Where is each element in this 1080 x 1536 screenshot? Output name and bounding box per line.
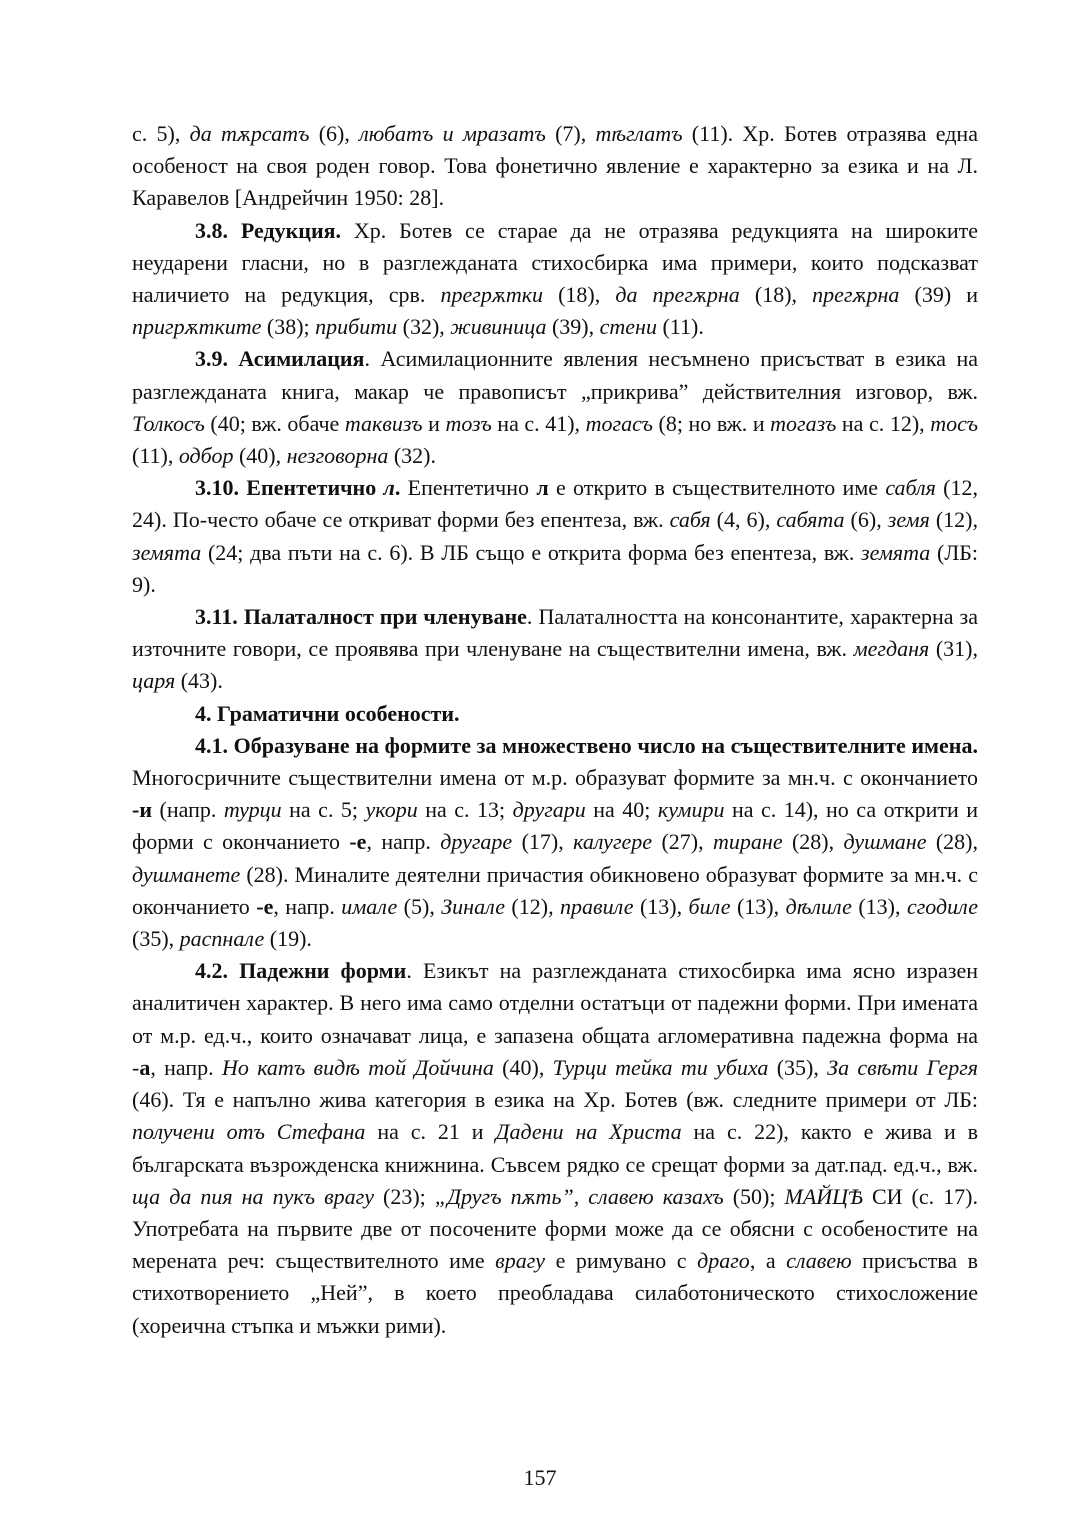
emphasis-run: 3.8. Редукция. xyxy=(195,217,342,243)
text-run: (40; вж. обаче xyxy=(204,410,345,436)
emphasis-run: сабля xyxy=(885,475,936,501)
emphasis-run: да прегѫрна xyxy=(615,282,740,308)
emphasis-run: прегѫрна xyxy=(812,282,900,308)
emphasis-run: „Другъ пѫть”, славею казахъ xyxy=(434,1183,724,1209)
emphasis-run: другаре xyxy=(440,829,513,855)
emphasis-run: л xyxy=(383,475,395,501)
text-run: е римувано с xyxy=(545,1248,698,1274)
text-run: (12), xyxy=(504,893,561,919)
emphasis-run: калугере xyxy=(573,829,653,855)
text-run: (28), xyxy=(782,829,844,855)
text-run: (17), xyxy=(512,829,574,855)
text-run: (5), xyxy=(397,893,442,919)
emphasis-run: ща да пия на пукъ врагу xyxy=(132,1183,374,1209)
para-3-9-assimilation xyxy=(132,343,978,472)
emphasis-run: 4. Граматични особености. xyxy=(195,700,460,726)
emphasis-run: тогасъ xyxy=(585,410,653,436)
text-run: (43). xyxy=(175,668,223,694)
emphasis-run: да тѫрсатъ xyxy=(189,121,310,146)
text-run: (13), xyxy=(730,893,786,919)
emphasis-run: Дадени на Христа xyxy=(495,1119,682,1145)
emphasis-run: драго xyxy=(697,1248,750,1274)
text-run: (40), xyxy=(233,443,287,469)
page-number: 157 xyxy=(523,1465,557,1490)
emphasis-run: прегрѫтки xyxy=(440,282,543,308)
text-run: . Езикът на разглежданата стихосбирка има ясно изразен аналитичен характер. В него има само отделни остатъци от падежни форми. При имената от м.р. ед.ч., които означават лица, е запазена общата агломеративна падежна форма на - xyxy=(132,958,978,1080)
emphasis-run: врагу xyxy=(495,1248,546,1274)
emphasis-run: таквизъ xyxy=(344,410,423,436)
emphasis-run: славею xyxy=(786,1248,852,1274)
emphasis-run: Турци тейка ти убиха xyxy=(552,1054,769,1080)
text-run: на с. 14), но са открити и форми с окончанието xyxy=(132,797,979,855)
emphasis-run: 3.10. Епентетично xyxy=(195,475,384,501)
emphasis-run: сгодиле xyxy=(906,893,979,919)
emphasis-run: укори xyxy=(365,797,418,823)
text-run: Хр. Ботев се старае да не отразява редукцията на широките неударени гласни, но в разглежданата стихосбирка има примери, които подсказват наличието на редукция, срв. xyxy=(132,217,978,308)
text-run: (12, 24). По-често обаче се откриват форми без епентеза, вж. xyxy=(132,475,978,533)
text-run: (6), xyxy=(844,507,888,533)
emphasis-run: правиле xyxy=(560,893,634,919)
emphasis-run: тиране xyxy=(713,829,783,855)
emphasis-run: л xyxy=(536,475,549,501)
text-run: (18), xyxy=(739,282,813,308)
emphasis-run: одбор xyxy=(178,443,234,469)
emphasis-run: сабя xyxy=(669,507,711,533)
emphasis-run: дѣлиле xyxy=(785,893,852,919)
text-run: (50); xyxy=(723,1183,785,1209)
text-run: (28), xyxy=(926,829,979,855)
text-run: на с. 5; xyxy=(281,797,366,823)
text-run: СИ (с. 17). Употребата на първите две от посочените форми може да се обясни с особеностите на мерената реч: съществителното име xyxy=(132,1183,979,1274)
text-run: (40), xyxy=(493,1054,553,1080)
para-3-11-palatality xyxy=(132,601,978,698)
emphasis-run: Толкосъ xyxy=(132,410,205,436)
emphasis-run: 3.9. Асимилация xyxy=(195,346,365,372)
emphasis-run: За свѣти Гергя xyxy=(827,1054,979,1080)
emphasis-run: получени отъ Стефана xyxy=(132,1119,366,1145)
para-3-10-epenthetic-l xyxy=(132,472,978,601)
emphasis-run: душмане xyxy=(843,829,927,855)
emphasis-run: 4.2. Падежни форми xyxy=(195,958,407,984)
text-run: на с. 22), както е жива и в българската възрожденска книжнина. Съвсем рядко се срещат форми за дат.пад. ед.ч., вж. xyxy=(132,1119,979,1177)
text-run: на с. 12), xyxy=(836,410,931,436)
text-run: (32), xyxy=(397,314,451,340)
text-run: (11). Хр. Ботев отразява една особеност на своя роден говор. Това фонетично явление е характерно за езика и на Л. Каравелов [Андрейчин 1950: 28]. xyxy=(132,121,978,211)
emphasis-run: пригрѫтките xyxy=(132,314,262,340)
emphasis-run: -и xyxy=(132,797,153,823)
emphasis-run: незговорна xyxy=(286,443,389,469)
para-4-1-plural-forms xyxy=(132,730,978,955)
emphasis-run: кумири xyxy=(657,797,725,823)
emphasis-run: тогазъ xyxy=(770,410,837,436)
text-run: е открито в съществителното име xyxy=(548,475,886,501)
text-run: . Асимилационните явления несъмнено присъстват в езика на разглежданата книга, макар че правописът „прикрива” действителния изговор, вж. xyxy=(132,346,978,404)
text-run: (11). xyxy=(656,314,704,340)
text-run: (23); xyxy=(373,1183,435,1209)
emphasis-run: 3.11. Палаталност при членуване xyxy=(195,604,527,630)
text-run: (13), xyxy=(633,893,689,919)
heading-4-grammatical-features xyxy=(132,698,978,730)
text-run: (46). Тя е напълно жива категория в езика на Хр. Ботев (вж. следните примери от ЛБ: xyxy=(132,1087,978,1113)
emphasis-run: тѣглатъ xyxy=(595,121,683,146)
emphasis-run: тосъ xyxy=(930,410,978,436)
text-run: , напр. xyxy=(366,829,441,855)
text-run: с. 5), xyxy=(132,121,190,146)
emphasis-run: Зинале xyxy=(441,893,505,919)
text-run: на 40; xyxy=(585,797,658,823)
text-run: (38); xyxy=(261,314,316,340)
emphasis-run: . xyxy=(394,475,401,501)
emphasis-run: душманете xyxy=(132,861,241,887)
emphasis-run: турци xyxy=(223,797,282,823)
text-run: (39), xyxy=(546,314,600,340)
text-run: на с. 13; xyxy=(417,797,513,823)
text-run: (ЛБ: 9). xyxy=(132,539,978,597)
text-run: (12), xyxy=(929,507,979,533)
text-run: (32). xyxy=(388,443,437,469)
emphasis-run: мегданя xyxy=(853,636,930,662)
emphasis-run: -е xyxy=(256,893,274,919)
emphasis-run: стени xyxy=(599,314,657,340)
emphasis-run: биле xyxy=(688,893,731,919)
emphasis-run: земята xyxy=(861,539,931,565)
text-run: (8; но вж. и xyxy=(652,410,771,436)
text-run: , напр. xyxy=(273,893,342,919)
text-run: (18), xyxy=(543,282,616,308)
emphasis-run: земя xyxy=(887,507,930,533)
text-run: (6), xyxy=(309,121,360,146)
text-run: (13), xyxy=(851,893,907,919)
text-run: на с. 21 и xyxy=(365,1119,496,1145)
text-run: (27), xyxy=(652,829,714,855)
para-continuation xyxy=(132,118,978,215)
emphasis-run: -е xyxy=(349,829,367,855)
text-run: (11), xyxy=(132,443,179,469)
text-run: (35), xyxy=(768,1054,828,1080)
emphasis-run: МАЙЦѢ xyxy=(784,1183,863,1209)
emphasis-run: другари xyxy=(512,797,586,823)
emphasis-run: имале xyxy=(341,893,398,919)
text-run: (19). xyxy=(264,926,312,952)
text-run: присъства в стихотворението „Ней”, в което преобладава силаботоническото стихосложение (хореична стъпка и мъжки рими). xyxy=(132,1248,978,1338)
emphasis-run: Но катъ видѣ той Дойчина xyxy=(221,1054,494,1080)
para-4-2-case-forms xyxy=(132,955,978,1341)
text-run: (28). Миналите деятелни причастия обикновено образуват формите за мн.ч. с окончанието xyxy=(132,861,978,919)
document-page xyxy=(132,118,978,1342)
text-run: Епентетично xyxy=(400,475,537,501)
emphasis-run: земята xyxy=(132,539,202,565)
text-run: (39) и xyxy=(899,282,979,308)
text-run: (напр. xyxy=(152,797,224,823)
text-run: , напр. xyxy=(150,1054,222,1080)
text-run: (4, 6), xyxy=(710,507,777,533)
text-run: (31), xyxy=(929,636,979,662)
emphasis-run: тозъ xyxy=(445,410,492,436)
text-run: . Палаталността на консонантите, характерна за източните говори, се проявява при членуване на съществителни имена, вж. xyxy=(132,604,978,662)
text-run: Многосричните съществителни имена от м.р. образуват формите за мн.ч. с окончанието xyxy=(132,765,978,791)
emphasis-run: любатъ и мразатъ xyxy=(359,121,546,146)
emphasis-run: живиница xyxy=(450,314,547,340)
emphasis-run: сабята xyxy=(776,507,845,533)
emphasis-run: прибити xyxy=(315,314,398,340)
text-run: (24; два пъти на с. 6). В ЛБ също е открита форма без епентеза, вж. xyxy=(201,539,862,565)
emphasis-run: 4.1. Образуване на формите за множествено число на съществителните имена. xyxy=(195,732,978,758)
text-run: (7), xyxy=(545,121,596,146)
text-run: и xyxy=(422,410,446,436)
text-run: (35), xyxy=(132,926,180,952)
text-run: на с. 41), xyxy=(491,410,586,436)
para-3-8-reduction xyxy=(132,215,978,344)
emphasis-run: а xyxy=(139,1054,151,1080)
text-run: , а xyxy=(749,1248,787,1274)
emphasis-run: царя xyxy=(132,668,176,694)
emphasis-run: распнале xyxy=(179,926,265,952)
